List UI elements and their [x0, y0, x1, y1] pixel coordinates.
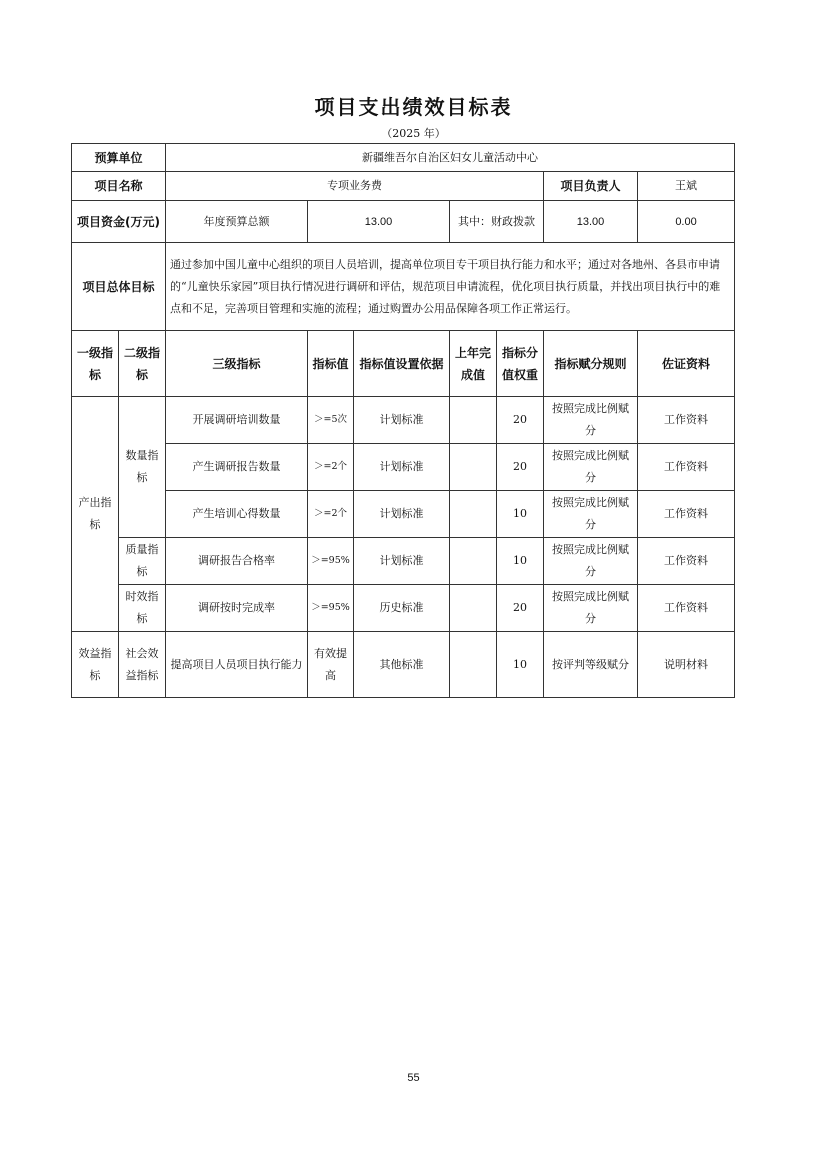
group-timeliness: 时效指标 — [119, 585, 166, 632]
performance-table — [71, 143, 735, 698]
indicator-basis: 其他标准 — [354, 632, 450, 698]
goal-text: 通过参加中国儿童中心组织的项目人员培训，提高单位项目专干项目执行能力和水平；通过对各地州、各县市申请的“儿童快乐家园”项目执行情况进行调研和评估，规范项目申请流程，优化项目执行质量，并找出项目执行中的难点和不足，完善项目管理和实施的流程；通过购置办公用品保障各项工作正常运行。 — [166, 243, 735, 331]
group-quality: 质量指标 — [119, 538, 166, 585]
unit-label: 预算单位 — [72, 144, 166, 172]
other-funds-value: 0.00 — [638, 201, 735, 243]
header-value: 指标值 — [308, 331, 354, 397]
indicator-value: ＞=95% — [308, 538, 354, 585]
indicator-rule: 按照完成比例赋分 — [544, 491, 638, 538]
group-social: 社会效益指标 — [119, 632, 166, 698]
group-benefit: 效益指标 — [72, 632, 119, 698]
indicator-evidence: 工作资料 — [638, 444, 735, 491]
indicator-weight: 20 — [497, 444, 544, 491]
table-row — [72, 632, 735, 698]
unit-value: 新疆维吾尔自治区妇女儿童活动中心 — [166, 144, 735, 172]
table-row — [72, 491, 735, 538]
leader-value: 王斌 — [638, 172, 735, 201]
indicator-rule: 按照完成比例赋分 — [544, 444, 638, 491]
header-weight: 指标分值权重 — [497, 331, 544, 397]
indicator-last-year — [450, 491, 497, 538]
indicator-last-year — [450, 538, 497, 585]
indicator-weight: 20 — [497, 585, 544, 632]
annual-budget-label: 年度预算总额 — [166, 201, 308, 243]
table-row — [72, 538, 735, 585]
header-row — [72, 331, 735, 397]
indicator-evidence: 工作资料 — [638, 585, 735, 632]
header-last-year: 上年完成值 — [450, 331, 497, 397]
indicator-weight: 10 — [497, 538, 544, 585]
indicator-last-year — [450, 585, 497, 632]
indicator-weight: 10 — [497, 632, 544, 698]
indicator-name: 调研按时完成率 — [166, 585, 308, 632]
goal-row — [72, 243, 735, 331]
header-level1: 一级指标 — [72, 331, 119, 397]
indicator-rule: 按照完成比例赋分 — [544, 397, 638, 444]
indicator-evidence: 说明材料 — [638, 632, 735, 698]
table-row — [72, 397, 735, 444]
group-output: 产出指标 — [72, 397, 119, 632]
indicator-rule: 按照完成比例赋分 — [544, 538, 638, 585]
project-name-label: 项目名称 — [72, 172, 166, 201]
indicator-last-year — [450, 632, 497, 698]
header-basis: 指标值设置依据 — [354, 331, 450, 397]
annual-budget-value: 13.00 — [308, 201, 450, 243]
fiscal-value: 13.00 — [544, 201, 638, 243]
unit-row — [72, 144, 735, 172]
indicator-name: 开展调研培训数量 — [166, 397, 308, 444]
indicator-rule: 按评判等级赋分 — [544, 632, 638, 698]
table-row — [72, 444, 735, 491]
indicator-basis: 计划标准 — [354, 444, 450, 491]
indicator-name: 提高项目人员项目执行能力 — [166, 632, 308, 698]
indicator-basis: 计划标准 — [354, 491, 450, 538]
indicator-name: 产生培训心得数量 — [166, 491, 308, 538]
indicator-basis: 历史标准 — [354, 585, 450, 632]
table-row — [72, 585, 735, 632]
indicator-weight: 10 — [497, 491, 544, 538]
funds-row — [72, 201, 735, 243]
indicator-evidence: 工作资料 — [638, 397, 735, 444]
indicator-value: 有效提高 — [308, 632, 354, 698]
indicator-basis: 计划标准 — [354, 397, 450, 444]
header-evidence: 佐证资料 — [638, 331, 735, 397]
group-quantity: 数量指标 — [119, 397, 166, 538]
goal-label: 项目总体目标 — [72, 243, 166, 331]
indicator-rule: 按照完成比例赋分 — [544, 585, 638, 632]
indicator-value: ＞=95% — [308, 585, 354, 632]
indicator-name: 产生调研报告数量 — [166, 444, 308, 491]
indicator-last-year — [450, 397, 497, 444]
leader-label: 项目负责人 — [544, 172, 638, 201]
funds-label: 项目资金(万元) — [72, 201, 166, 243]
indicator-value: ＞=2个 — [308, 444, 354, 491]
indicator-evidence: 工作资料 — [638, 491, 735, 538]
year-label: （2025 年） — [381, 127, 446, 140]
project-name-value: 专项业务费 — [166, 172, 544, 201]
indicator-basis: 计划标准 — [354, 538, 450, 585]
page-title: 项目支出绩效目标表 — [314, 95, 513, 119]
header-level2: 二级指标 — [119, 331, 166, 397]
project-name-row — [72, 172, 735, 201]
indicator-last-year — [450, 444, 497, 491]
indicator-value: ＞=5次 — [308, 397, 354, 444]
indicator-value: ＞=2个 — [308, 491, 354, 538]
fiscal-label: 其中：财政拨款 — [450, 201, 544, 243]
header-rule: 指标赋分规则 — [544, 331, 638, 397]
indicator-weight: 20 — [497, 397, 544, 444]
header-level3: 三级指标 — [166, 331, 308, 397]
indicator-evidence: 工作资料 — [638, 538, 735, 585]
page-number: 55 — [407, 1072, 420, 1084]
indicator-name: 调研报告合格率 — [166, 538, 308, 585]
